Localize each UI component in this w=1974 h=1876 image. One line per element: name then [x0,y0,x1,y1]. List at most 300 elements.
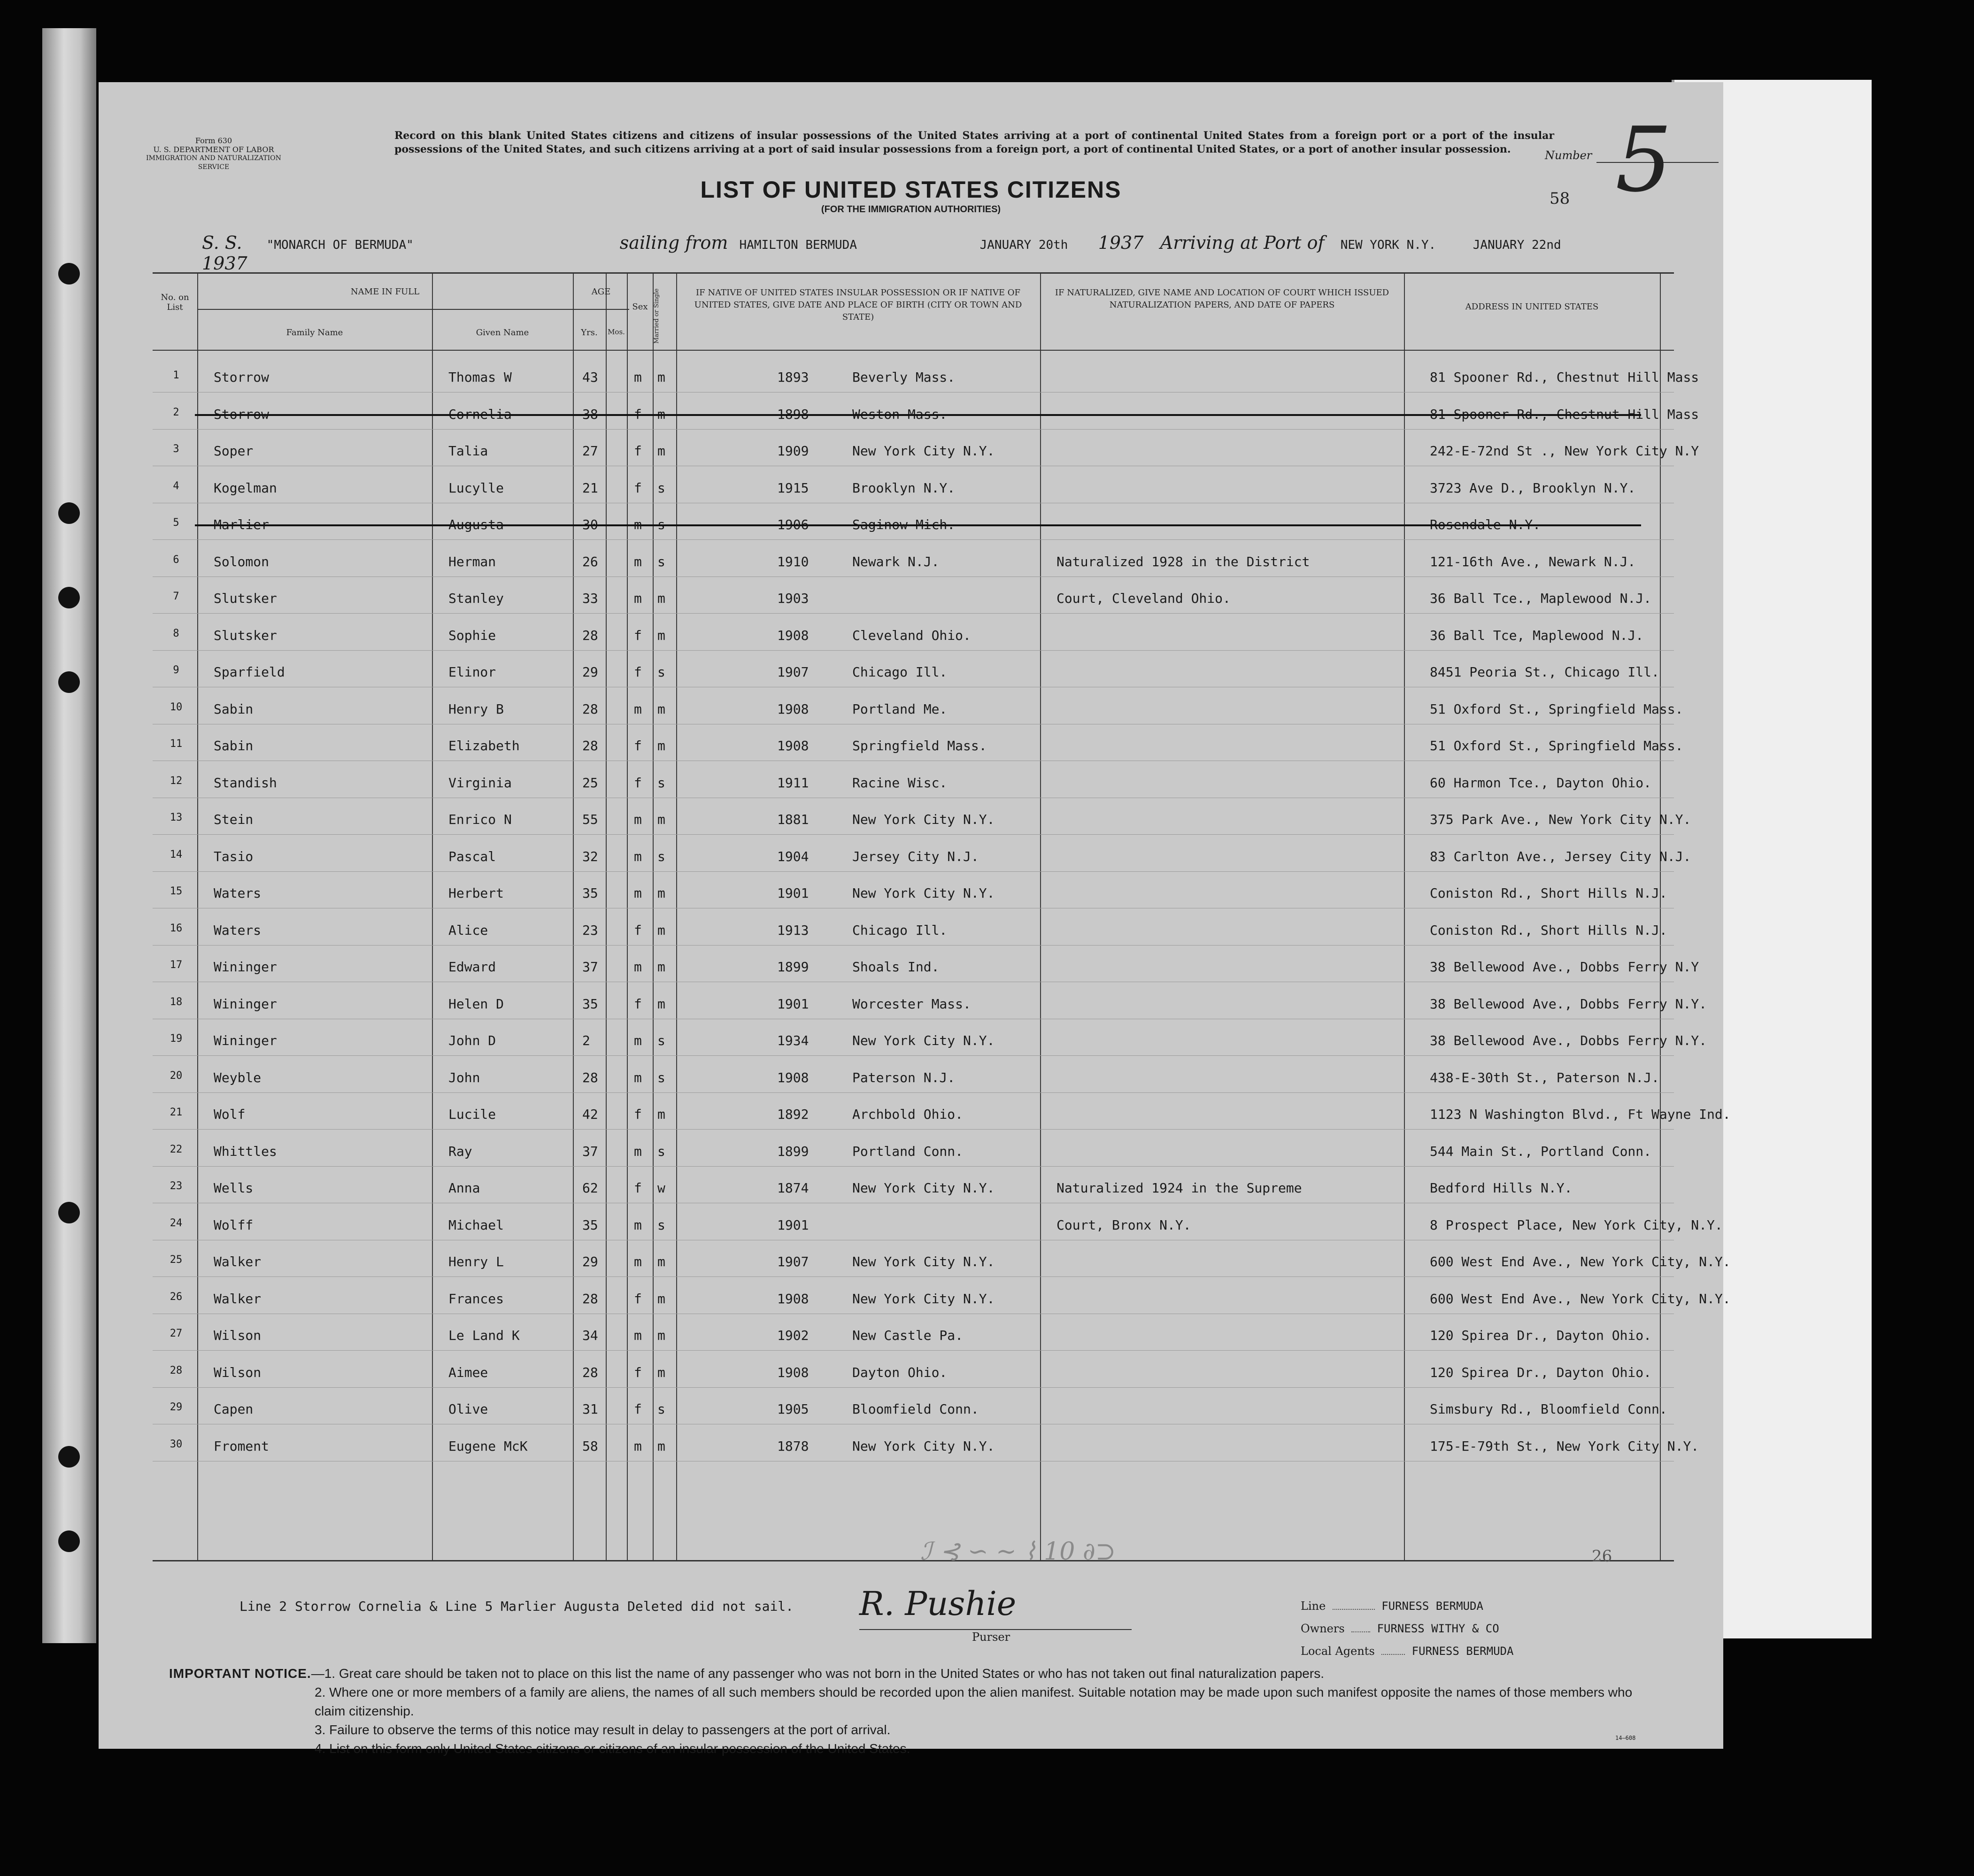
family-name: Wilson [214,1364,262,1380]
birth-year: 1907 [777,1254,809,1269]
row-number: 11 [170,738,183,750]
sex: m [634,1438,642,1454]
family-name: Waters [214,885,262,901]
purser-underline [859,1629,1132,1630]
address: Coniston Rd., Short Hills N.J. [1430,922,1667,938]
family-name: Marlier [214,517,270,532]
col-header-no: No. on List [161,292,189,312]
birth-year: 1908 [777,738,809,753]
birth-year: 1899 [777,1143,809,1159]
birth-year: 1913 [777,922,809,938]
table-row [153,614,1674,651]
birth-place: Portland Conn. [852,1143,964,1159]
table-row [153,1424,1699,1461]
given-name: Michael [448,1217,504,1233]
birth-place: New York City N.Y. [852,1033,995,1048]
table-row [153,687,1683,724]
col-header-age: AGE [591,287,611,297]
family-name: Walker [214,1254,262,1269]
row-number: 10 [170,701,183,713]
marital-status: s [657,1401,665,1417]
given-name: John [448,1069,480,1085]
number-label: Number [1545,149,1592,162]
strike-through-line [195,414,1641,416]
given-name: Henry L [448,1254,504,1269]
marital-status: m [657,885,665,901]
row-number: 18 [170,996,183,1008]
birth-place: New York City N.Y. [852,1438,995,1454]
naturalization: Court, Cleveland Ohio. [1056,591,1231,606]
family-name: Sparfield [214,664,285,680]
address: 38 Bellewood Ave., Dobbs Ferry N.Y. [1430,1033,1707,1048]
address: 81 Spooner Rd., Chestnut Hill Mass [1430,406,1699,422]
binder-hole [58,263,80,284]
birth-place: Worcester Mass. [852,996,971,1012]
birth-year: 1892 [777,1107,809,1122]
birth-year: 1905 [777,1401,809,1417]
table-row [153,1056,1674,1093]
address: Coniston Rd., Short Hills N.J. [1430,885,1667,901]
family-name: Soper [214,443,254,459]
age-years: 43 [582,369,598,385]
table-row [153,650,1674,687]
col-header-mos: Mos. [608,328,625,336]
row-number: 1 [173,369,179,381]
family-name: Sabin [214,738,254,753]
form-number: Form 630 [195,136,232,145]
binder-hole [58,587,80,608]
arriving-label: Arriving at Port of [1160,232,1325,253]
address: 600 West End Ave., New York City, N.Y. [1430,1291,1731,1307]
sex: m [634,885,642,901]
important-notice [169,1664,1648,1758]
binder-hole [58,1446,80,1468]
age-years: 31 [582,1401,598,1417]
table-row [153,945,1699,982]
agents-value: FURNESS BERMUDA [1411,1645,1514,1658]
address: 38 Bellewood Ave., Dobbs Ferry N.Y [1430,959,1699,975]
agents-label: Local Agents [1301,1645,1375,1658]
col-header-name: NAME IN FULL [350,287,420,297]
row-number: 4 [173,480,179,492]
address: 120 Spirea Dr., Dayton Ohio. [1430,1364,1652,1380]
age-years: 26 [582,554,598,569]
row-number: 20 [170,1069,183,1082]
naturalization: Naturalized 1928 in the District [1056,554,1310,569]
table-row [153,503,1674,540]
age-years: 37 [582,1143,598,1159]
agents-field [1301,1645,1513,1658]
birth-year: 1908 [777,1364,809,1380]
birth-year: 1901 [777,996,809,1012]
table-row [153,1314,1674,1351]
notice-2: 2. Where one or more members of a family are aliens, the names of all such members should be recorded upon the alien manifest. Suitable notation may be made upon such manifest opposite the names of those members who claim citizenship. [315,1685,1633,1718]
strike-through-line [195,524,1641,526]
given-name: Herman [448,554,496,569]
birth-year: 1881 [777,812,809,827]
sex: m [634,1069,642,1085]
family-name: Wells [214,1180,254,1196]
birth-place: Racine Wisc. [852,775,948,791]
row-number: 9 [173,664,179,676]
birth-year: 1908 [777,701,809,717]
row-number: 5 [173,517,179,529]
marital-status: m [657,812,665,827]
address: 8 Prospect Place, New York City, N.Y. [1430,1217,1723,1233]
sex: m [634,812,642,827]
birth-place: Paterson N.J. [852,1069,956,1085]
family-name: Slutsker [214,627,277,643]
sex: f [634,1364,642,1380]
age-years: 21 [582,480,598,496]
birth-year: 1903 [777,591,809,606]
birth-year: 1893 [777,369,809,385]
address: Bedford Hills N.Y. [1430,1180,1573,1196]
address: 120 Spirea Dr., Dayton Ohio. [1430,1328,1652,1343]
birth-year: 1906 [777,517,809,532]
birth-year: 1910 [777,554,809,569]
address: 175-E-79th St., New York City N.Y. [1430,1438,1699,1454]
birth-year: 1915 [777,480,809,496]
given-name: Pascal [448,848,496,864]
given-name: Helen D [448,996,504,1012]
given-name: Virginia [448,775,512,791]
address: 60 Harmon Tce., Dayton Ohio. [1430,775,1652,791]
birth-place: Jersey City N.J. [852,848,979,864]
sex: m [634,848,642,864]
birth-place: Newark N.J. [852,554,940,569]
marital-status: m [657,443,665,459]
col-header-yrs: Yrs. [581,328,598,338]
marital-status: m [657,1107,665,1122]
birth-place: New York City N.Y. [852,812,995,827]
age-years: 62 [582,1180,598,1196]
marital-status: m [657,406,665,422]
birth-place: Brooklyn N.Y. [852,480,956,496]
birth-place: Dayton Ohio. [852,1364,948,1380]
page-subtitle: (FOR THE IMMIGRATION AUTHORITIES) [821,204,1001,215]
binder-hole [58,671,80,693]
age-years: 23 [582,922,598,938]
birth-place: New York City N.Y. [852,1254,995,1269]
marital-status: s [657,1143,665,1159]
col-header-birth: IF NATIVE OF UNITED STATES INSULAR POSSESSION OR IF NATIVE OF UNITED STATES, GIVE DATE AND PLACE OF BIRTH (CITY OR TOWN AND STATE) [694,288,1022,322]
address: 375 Park Ave., New York City N.Y. [1430,812,1691,827]
marital-status: s [657,775,665,791]
sailing-date: JANUARY 20th [979,238,1068,252]
table-row [153,908,1674,946]
sex: f [634,1107,642,1122]
address: 600 West End Ave., New York City, N.Y. [1430,1254,1731,1269]
age-years: 58 [582,1438,598,1454]
marital-status: m [657,591,665,606]
sailing-from-label: sailing from [619,232,728,253]
manifest-page [99,82,1731,1756]
naturalization: Naturalized 1924 in the Supreme [1056,1180,1302,1196]
arriving-year: 1937 [202,253,247,274]
sex: m [634,1254,642,1269]
age-years: 27 [582,443,598,459]
marital-status: s [657,664,665,680]
birth-place: Springfield Mass. [852,738,987,753]
age-years: 30 [582,517,598,532]
binder-hole [58,1202,80,1223]
family-name: Slutsker [214,591,277,606]
birth-year: 1908 [777,627,809,643]
row-number: 2 [173,406,179,418]
table-row [153,429,1699,466]
row-number: 19 [170,1033,183,1045]
age-years: 34 [582,1328,598,1343]
table-row [153,1351,1674,1388]
birth-year: 1901 [777,885,809,901]
sex: m [634,1143,642,1159]
row-number: 28 [170,1364,183,1376]
row-number: 14 [170,848,183,861]
given-name: Aimee [448,1364,488,1380]
family-name: Stein [214,812,254,827]
table-row [153,392,1699,430]
birth-year: 1874 [777,1180,809,1196]
row-number: 15 [170,885,183,897]
birth-place: Weston Mass. [852,406,948,422]
family-name: Weyble [214,1069,262,1085]
marital-status: m [657,1291,665,1307]
address: 438-E-30th St., Paterson N.J. [1430,1069,1659,1085]
address: 544 Main St., Portland Conn. [1430,1143,1652,1159]
sex: f [634,406,642,422]
header-rule [153,350,1674,351]
marital-status: m [657,1438,665,1454]
given-name: Sophie [448,627,496,643]
line-label: Line [1301,1599,1326,1613]
table-row [153,540,1674,577]
family-name: Kogelman [214,480,277,496]
age-years: 32 [582,848,598,864]
line-field [1301,1599,1483,1613]
age-years: 35 [582,996,598,1012]
age-years: 37 [582,959,598,975]
birth-place: New Castle Pa. [852,1328,964,1343]
age-years: 28 [582,1069,598,1085]
row-number: 25 [170,1254,183,1266]
given-name: Stanley [448,591,504,606]
family-name: Wininger [214,1033,277,1048]
owners-field [1301,1622,1499,1635]
arriving-date: JANUARY 22nd [1473,238,1561,252]
table-row [153,835,1691,872]
notice-title: IMPORTANT NOTICE. [169,1666,311,1681]
row-number: 21 [170,1107,183,1118]
table-row [153,871,1674,908]
ss-label: S. S. [202,232,242,253]
address: 83 Carlton Ave., Jersey City N.J. [1430,848,1691,864]
family-name: Storrow [214,369,270,385]
given-name: Cornelia [448,406,512,422]
binder-hole [58,502,80,524]
table-row [153,724,1683,761]
birth-year: 1899 [777,959,809,975]
form-identifier [143,136,284,172]
family-name: Solomon [214,554,270,569]
marital-status: m [657,701,665,717]
age-years: 55 [582,812,598,827]
row-number: 26 [170,1291,183,1303]
given-name: Alice [448,922,488,938]
given-name: Lucylle [448,480,504,496]
binder-hole [58,1530,80,1552]
row-number: 12 [170,775,183,787]
col-header-naturalized: IF NATURALIZED, GIVE NAME AND LOCATION OF COURT WHICH ISSUED NATURALIZATION PAPERS, AND DATE OF PAPERS [1055,288,1389,310]
birth-year: 1901 [777,1217,809,1233]
given-name: Elinor [448,664,496,680]
given-name: Henry B [448,701,504,717]
given-name: Enrico N [448,812,512,827]
row-number: 16 [170,922,183,934]
ship-name: "MONARCH OF BERMUDA" [266,238,414,252]
birth-place: Chicago Ill. [852,922,948,938]
table-row [153,1387,1674,1424]
row-number: 17 [170,959,183,971]
given-name: Lucile [448,1107,496,1122]
address: 121-16th Ave., Newark N.J. [1430,554,1636,569]
family-name: Standish [214,775,277,791]
notice-line-1: IMPORTANT NOTICE.—1. Great care should be taken not to place on this list the name of any passenger who was not born in the United States or who has not taken out final naturalization papers. [169,1666,1324,1681]
given-name: Anna [448,1180,480,1196]
family-name: Storrow [214,406,270,422]
marital-status: s [657,1217,665,1233]
address: 51 Oxford St., Springfield Mass. [1430,738,1683,753]
given-name: Le Land K [448,1328,520,1343]
sex: f [634,443,642,459]
naturalization: Court, Bronx N.Y. [1056,1217,1191,1233]
birth-place: New York City N.Y. [852,885,995,901]
page-title: LIST OF UNITED STATES CITIZENS [700,177,1122,203]
address: 36 Ball Tce., Maplewood N.J. [1430,591,1652,606]
table-row [153,761,1674,798]
birth-place: Portland Me. [852,701,948,717]
sex: f [634,1291,642,1307]
marital-status: m [657,738,665,753]
arriving-port: NEW YORK N.Y. [1340,238,1436,252]
family-name: Capen [214,1401,254,1417]
passenger-table [153,272,1731,1561]
family-name: Waters [214,922,262,938]
sex: f [634,664,642,680]
birth-year: 1934 [777,1033,809,1048]
birth-place: Bloomfield Conn. [852,1401,979,1417]
family-name: Froment [214,1438,270,1454]
table-row [153,1092,1731,1130]
table-row [153,1019,1707,1056]
family-name: Wolff [214,1217,254,1233]
header-subrule [197,309,629,310]
birth-place: Beverly Mass. [852,369,956,385]
row-number: 13 [170,812,183,823]
address: Rosendale N.Y. [1430,517,1541,532]
family-name: Sabin [214,701,254,717]
row-number: 6 [173,554,179,566]
sex: m [634,959,642,975]
age-years: 28 [582,1364,598,1380]
row-number: 23 [170,1180,183,1192]
col-header-given: Given Name [476,328,529,338]
age-years: 29 [582,1254,598,1269]
owners-label: Owners [1301,1622,1345,1635]
notice-4: 4. List on this form only United States citizens or citizens of an insular possession of the United States. [315,1741,910,1756]
sex: f [634,627,642,643]
given-name: Thomas W [448,369,512,385]
birth-place: Archbold Ohio. [852,1107,964,1122]
table-row [153,1240,1731,1277]
birth-year: 1911 [777,775,809,791]
family-name: Wininger [214,996,277,1012]
family-name: Wilson [214,1328,262,1343]
row-number: 3 [173,443,179,455]
address: 81 Spooner Rd., Chestnut Hill Mass [1430,369,1699,385]
purser-signature: R. Pushie [859,1584,1017,1623]
voyage-line [202,232,1658,274]
sex: m [634,701,642,717]
marital-status: m [657,1328,665,1343]
birth-place: Cleveland Ohio. [852,627,971,643]
address: 3723 Ave D., Brooklyn N.Y. [1430,480,1636,496]
birth-year: 1878 [777,1438,809,1454]
given-name: Talia [448,443,488,459]
birth-place: New York City N.Y. [852,1180,995,1196]
col-header-family: Family Name [286,328,343,338]
page-corner-number: 26 [1592,1547,1612,1566]
sailing-from-value: HAMILTON BERMUDA [739,238,857,252]
birth-place: Shoals Ind. [852,959,940,975]
address: 51 Oxford St., Springfield Mass. [1430,701,1683,717]
address: 242-E-72nd St ., New York City N.Y [1430,443,1699,459]
birth-year: 1902 [777,1328,809,1343]
col-header-sex: Sex [632,302,648,312]
notice-1: 1. Great care should be taken not to place on this list the name of any passenger who was not born in the United States or who has not taken out final naturalization papers. [324,1666,1324,1681]
marital-status: m [657,627,665,643]
table-row [153,466,1674,503]
address: 8451 Peoria St., Chicago Ill. [1430,664,1659,680]
table-row [153,1130,1674,1167]
sex: m [634,591,642,606]
birth-year: 1909 [777,443,809,459]
age-years: 33 [582,591,598,606]
given-name: Frances [448,1291,504,1307]
line-dots [1333,1609,1375,1610]
birth-place: Saginow Mich. [852,517,956,532]
row-number: 8 [173,627,179,639]
sex: f [634,1401,642,1417]
given-name: Ray [448,1143,472,1159]
age-years: 29 [582,664,598,680]
sex: m [634,1328,642,1343]
record-instructions: Record on this blank United States citizens and citizens of insular possessions of the United States arriving at a port of continental United States from a foreign port or a port of the insular possessions of the United States, and such citizens arriving at a port of said insular possessions from a foreign port, a port of continental United States, or a port of another insular possession. [394,130,1554,155]
row-number: 7 [173,591,179,602]
address: Simsbury Rd., Bloomfield Conn. [1430,1401,1667,1417]
agents-dots [1381,1654,1405,1655]
number-value: 5 [1615,108,1672,212]
sex: f [634,738,642,753]
purser-label: Purser [972,1630,1010,1644]
sex: m [634,517,642,532]
marital-status: s [657,517,665,532]
address: 1123 N Washington Blvd., Ft Wayne Ind. [1430,1107,1731,1122]
age-years: 2 [582,1033,590,1048]
address: 36 Ball Tce, Maplewood N.J. [1430,627,1644,643]
sex: f [634,775,642,791]
line-value: FURNESS BERMUDA [1381,1599,1483,1613]
